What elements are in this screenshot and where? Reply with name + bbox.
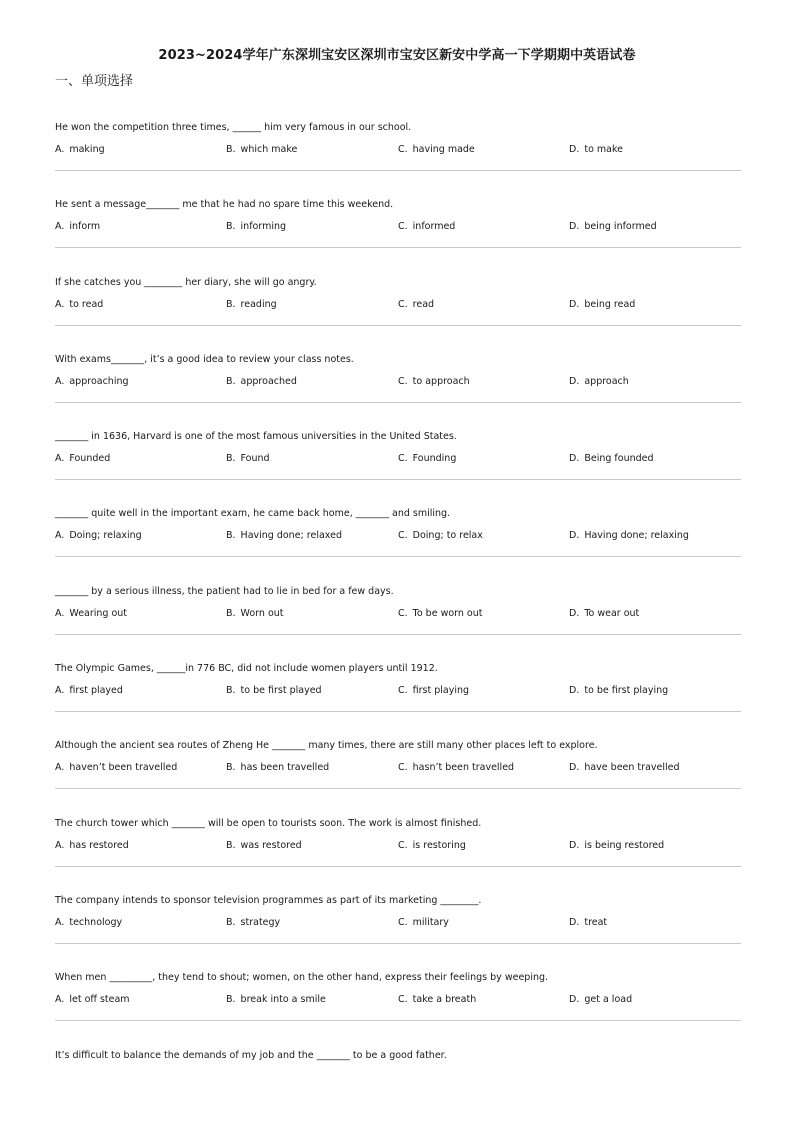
option-letter: C. <box>398 144 408 155</box>
answer-options <box>55 529 741 543</box>
option-text: to read <box>69 298 104 310</box>
option-text: To wear out <box>584 607 640 619</box>
option-letter: C. <box>398 530 408 542</box>
option-text: is being restored <box>584 839 665 851</box>
option-letter: C. <box>398 994 408 1006</box>
option-text: treat <box>584 916 608 928</box>
option-text: reading <box>240 298 277 310</box>
answer-option <box>55 529 142 543</box>
answer-option <box>398 143 475 157</box>
answer-option <box>569 220 657 234</box>
option-letter: B. <box>226 375 236 387</box>
option-letter: D. <box>569 916 580 928</box>
answer-option <box>398 993 476 1007</box>
answer-option <box>398 375 470 389</box>
question-item <box>55 121 741 198</box>
question-item <box>55 1049 741 1126</box>
option-letter: B. <box>226 685 236 697</box>
question-item <box>55 971 741 1048</box>
question-divider <box>55 634 741 635</box>
option-text: informing <box>240 221 287 233</box>
question-stem: When men _________, they tend to shout; women, on the other hand, express their feelings by weeping. <box>55 972 549 984</box>
answer-option <box>226 993 326 1007</box>
option-letter: D. <box>569 530 580 542</box>
question-stem: _______ quite well in the important exam, he came back home, _______ and smiling. <box>55 508 451 520</box>
question-divider <box>55 788 741 789</box>
option-letter: A. <box>55 994 65 1006</box>
option-text: have been travelled <box>584 762 680 774</box>
answer-option <box>55 607 127 621</box>
answer-option <box>398 761 514 775</box>
option-text: first played <box>69 685 123 697</box>
question-item <box>55 353 741 430</box>
option-text: to make <box>584 144 623 155</box>
option-text: is restoring <box>412 839 466 851</box>
option-letter: C. <box>398 607 408 619</box>
option-letter: D. <box>569 994 580 1006</box>
question-divider <box>55 1020 741 1021</box>
answer-option <box>55 452 110 466</box>
question-stem: _______ by a serious illness, the patient had to lie in bed for a few days. <box>55 585 394 597</box>
option-text: let off steam <box>69 994 130 1006</box>
question-stem: The Olympic Games, ______in 776 BC, did not include women players until 1912. <box>55 663 438 675</box>
option-letter: A. <box>55 685 65 697</box>
option-letter: B. <box>226 298 236 310</box>
answer-options <box>55 143 741 157</box>
answer-options <box>55 993 741 1007</box>
option-letter: C. <box>398 762 408 774</box>
answer-option <box>569 607 639 621</box>
answer-option <box>569 761 680 775</box>
answer-option <box>569 993 632 1007</box>
answer-options <box>55 452 741 466</box>
question-item <box>55 430 741 507</box>
answer-options <box>55 220 741 234</box>
question-divider <box>55 479 741 480</box>
option-text: get a load <box>584 994 633 1006</box>
option-text: hasn’t been travelled <box>412 762 515 774</box>
option-text: Doing; to relax <box>412 530 483 542</box>
option-text: has restored <box>69 839 129 851</box>
option-letter: A. <box>55 607 65 619</box>
answer-option <box>569 529 689 543</box>
question-item <box>55 585 741 662</box>
option-letter: C. <box>398 221 408 233</box>
option-text: Founded <box>69 453 111 465</box>
answer-option <box>569 143 623 157</box>
option-letter: D. <box>569 453 580 465</box>
option-text: technology <box>69 916 123 928</box>
question-item <box>55 507 741 584</box>
answer-option <box>226 916 280 930</box>
option-text: approached <box>240 375 297 387</box>
option-letter: C. <box>398 685 408 697</box>
answer-options <box>55 916 741 930</box>
option-letter: D. <box>569 144 580 155</box>
answer-option <box>226 220 286 234</box>
option-letter: D. <box>569 762 580 774</box>
answer-options <box>55 375 741 389</box>
option-letter: B. <box>226 530 236 542</box>
answer-option <box>55 375 129 389</box>
answer-option <box>226 143 297 157</box>
option-letter: C. <box>398 839 408 851</box>
option-letter: B. <box>226 453 236 465</box>
answer-option <box>55 839 129 853</box>
option-letter: A. <box>55 221 65 233</box>
question-divider <box>55 943 741 944</box>
question-stem: He sent a message_______ me that he had no spare time this weekend. <box>55 199 394 211</box>
option-letter: A. <box>55 298 65 310</box>
option-text: making <box>69 144 105 155</box>
answer-option <box>55 993 130 1007</box>
answer-option <box>398 298 434 312</box>
answer-options <box>55 607 741 621</box>
question-item <box>55 662 741 739</box>
option-letter: D. <box>569 607 580 619</box>
option-text: To be worn out <box>412 607 483 619</box>
option-text: Being founded <box>584 453 654 465</box>
answer-option <box>55 684 123 698</box>
answer-option <box>226 684 322 698</box>
question-divider <box>55 866 741 867</box>
answer-option <box>226 839 302 853</box>
option-text: read <box>412 298 435 310</box>
question-divider <box>55 402 741 403</box>
question-divider <box>55 711 741 712</box>
answer-option <box>569 375 629 389</box>
option-text: Found <box>240 453 270 465</box>
page-title: 2023~2024学年广东深圳宝安区深圳市宝安区新安中学高一下学期期中英语试卷 <box>158 48 636 63</box>
answer-options <box>55 684 741 698</box>
answer-option <box>55 298 103 312</box>
answer-option <box>226 375 297 389</box>
option-text: to approach <box>412 375 470 387</box>
section-title: 一、单项选择 <box>55 74 134 89</box>
answer-options <box>55 761 741 775</box>
answer-option <box>569 916 607 930</box>
question-divider <box>55 325 741 326</box>
option-text: being informed <box>584 221 657 233</box>
option-letter: D. <box>569 839 580 851</box>
question-stem: The church tower which _______ will be open to tourists soon. The work is almost finished. <box>55 817 482 829</box>
option-text: approach <box>584 375 629 387</box>
option-text: break into a smile <box>240 994 326 1006</box>
option-text: Wearing out <box>69 607 128 619</box>
question-list <box>55 121 741 1126</box>
option-letter: A. <box>55 144 65 155</box>
answer-option <box>55 143 105 157</box>
option-text: inform <box>69 221 101 233</box>
option-text: Worn out <box>240 607 284 619</box>
answer-options <box>55 298 741 312</box>
option-letter: C. <box>398 916 408 928</box>
option-letter: A. <box>55 916 65 928</box>
question-item <box>55 817 741 894</box>
answer-option <box>226 761 329 775</box>
option-text: military <box>412 916 449 928</box>
answer-option <box>398 220 455 234</box>
question-stem: He won the competition three times, ______ him very famous in our school. <box>55 122 412 133</box>
option-text: approaching <box>69 375 129 387</box>
option-text: Having done; relaxed <box>240 530 342 542</box>
option-letter: B. <box>226 839 236 851</box>
question-divider <box>55 247 741 248</box>
option-text: Doing; relaxing <box>69 530 142 542</box>
answer-option <box>398 529 483 543</box>
option-letter: D. <box>569 685 580 697</box>
answer-option <box>569 452 654 466</box>
answer-option <box>398 607 483 621</box>
answer-option <box>226 607 284 621</box>
option-letter: A. <box>55 453 65 465</box>
option-text: to be first played <box>240 685 322 697</box>
option-letter: B. <box>226 221 236 233</box>
answer-option <box>226 298 277 312</box>
question-stem: If she catches you ________ her diary, she will go angry. <box>55 276 317 288</box>
answer-option <box>569 298 635 312</box>
option-letter: C. <box>398 375 408 387</box>
option-text: Having done; relaxing <box>584 530 689 542</box>
answer-option <box>398 452 456 466</box>
option-text: take a breath <box>412 994 477 1006</box>
answer-options <box>55 839 741 853</box>
option-text: to be first playing <box>584 685 669 697</box>
question-divider <box>55 170 741 171</box>
option-text: Founding <box>412 453 457 465</box>
question-stem: Although the ancient sea routes of Zheng He _______ many times, there are still many other places left to explore. <box>55 740 598 752</box>
option-text: which make <box>240 144 298 155</box>
option-letter: B. <box>226 762 236 774</box>
option-text: being read <box>584 298 636 310</box>
answer-option <box>226 529 342 543</box>
option-letter: A. <box>55 762 65 774</box>
answer-option <box>55 916 122 930</box>
question-stem: It’s difficult to balance the demands of my job and the _______ to be a good father. <box>55 1049 447 1061</box>
answer-option <box>398 916 449 930</box>
question-stem: With exams_______, it’s a good idea to review your class notes. <box>55 353 354 365</box>
answer-option <box>55 761 177 775</box>
question-item <box>55 198 741 275</box>
option-text: has been travelled <box>240 762 330 774</box>
question-divider <box>55 556 741 557</box>
answer-option <box>55 220 100 234</box>
option-text: having made <box>412 144 475 155</box>
question-item <box>55 276 741 353</box>
option-letter: D. <box>569 375 580 387</box>
option-text: was restored <box>240 839 302 851</box>
option-letter: B. <box>226 916 236 928</box>
option-text: strategy <box>240 916 281 928</box>
option-letter: A. <box>55 375 65 387</box>
option-letter: B. <box>226 144 236 155</box>
option-text: haven’t been travelled <box>69 762 178 774</box>
question-item <box>55 894 741 971</box>
option-letter: A. <box>55 839 65 851</box>
question-item <box>55 739 741 816</box>
option-text: informed <box>412 221 456 233</box>
option-letter: B. <box>226 607 236 619</box>
option-letter: B. <box>226 994 236 1006</box>
option-text: first playing <box>412 685 470 697</box>
option-letter: A. <box>55 530 65 542</box>
option-letter: D. <box>569 298 580 310</box>
option-letter: C. <box>398 298 408 310</box>
answer-option <box>569 839 664 853</box>
answer-option <box>226 452 270 466</box>
question-stem: The company intends to sponsor television programmes as part of its marketing ________. <box>55 894 482 906</box>
option-letter: C. <box>398 453 408 465</box>
question-stem: _______ in 1636, Harvard is one of the most famous universities in the United States. <box>55 431 457 443</box>
answer-option <box>398 839 466 853</box>
answer-option <box>398 684 469 698</box>
answer-option <box>569 684 668 698</box>
option-letter: D. <box>569 221 580 233</box>
